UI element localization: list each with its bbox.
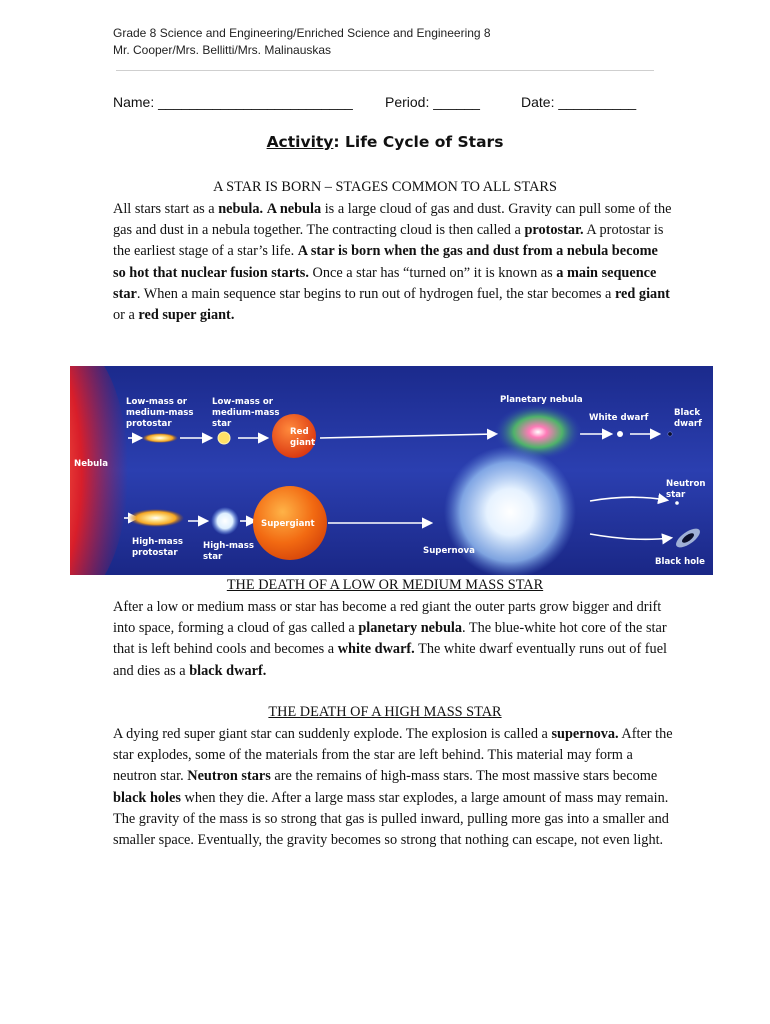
text-run: A dying red super giant star can suddenly explode. The explosion is called a (113, 726, 552, 742)
term-protostar: protostar. (524, 222, 584, 239)
term-red-giant: red giant (614, 285, 670, 302)
section-born-heading: A STAR IS BORN – STAGES COMMON TO ALL STARS (213, 179, 557, 195)
term-a-nebula: A nebula (266, 201, 322, 217)
label-red-giant-1: Red (290, 427, 309, 437)
section-low-mass-paragraph (113, 597, 673, 682)
white-dwarf (617, 431, 623, 437)
text-run: . The blue-white hot core of the star that is left behind cools and becomes a (113, 620, 667, 658)
label-low-star-1: Low-mass or (212, 397, 274, 407)
text-run: when they die. After a large mass star explodes, a large amount of mass may remain. The gravity of the mass is so strong that gas is pulled inward, pulling more gas into a smaller and smaller space. Eventually, the gravity becomes so strong that nothing can escape, not even light. (113, 789, 669, 849)
label-supergiant: Supergiant (261, 519, 315, 529)
period-field: Period: ______ (385, 94, 480, 110)
high-mass-protostar-disk (128, 509, 184, 527)
section-low-mass-heading: THE DEATH OF A LOW OR MEDIUM MASS STAR (226, 577, 544, 593)
section-high-mass-heading: THE DEATH OF A HIGH MASS STAR (268, 704, 502, 720)
text-run: The white dwarf eventually runs out of fuel and dies as a (113, 641, 668, 679)
term-red-super-giant: red super giant. (138, 307, 235, 324)
text-run: or a (113, 307, 139, 324)
term-nebula: nebula. (218, 201, 264, 217)
black-dwarf (668, 432, 672, 436)
label-high-star-1: High-mass (203, 541, 254, 551)
neutron-star (675, 501, 679, 505)
text-run: All stars start as a (113, 201, 219, 217)
label-neutron-star-1: Neutron (666, 479, 706, 489)
star-life-cycle-diagram (70, 366, 713, 575)
label-low-protostar-2: medium-mass (126, 408, 194, 418)
header-divider (116, 70, 654, 71)
label-black-dwarf-2: dwarf (674, 419, 702, 429)
text-run: is a large cloud of gas and dust. Gravity can pull some of the gas and dust in a nebula together. The contracting cloud is then called a (113, 201, 672, 239)
teachers-header: Mr. Cooper/Mrs. Bellitti/Mrs. Malinauskas (113, 43, 332, 57)
label-nebula: Nebula (74, 459, 109, 469)
label-black-hole: Black hole (655, 557, 705, 567)
label-supernova: Supernova (423, 546, 475, 556)
term-black-dwarf: black dwarf. (189, 662, 267, 679)
term-neutron-stars: Neutron stars (187, 768, 271, 785)
term-star-born: A star is born when the gas and dust from a nebula become so hot that nuclear fusion starts. (113, 243, 658, 281)
high-mass-star (211, 507, 239, 535)
course-header: Grade 8 Science and Engineering/Enriched Science and Engineering 8 (113, 26, 491, 40)
page-title (0, 133, 770, 151)
label-low-protostar-3: protostar (126, 419, 172, 429)
low-mass-protostar-disk (142, 433, 178, 443)
term-main-sequence: a main sequence star (113, 264, 657, 302)
term-white-dwarf: white dwarf. (337, 641, 415, 658)
title-rest: : Life Cycle of Stars (333, 133, 504, 151)
label-red-giant-2: giant (290, 438, 316, 448)
section-born-paragraph (113, 199, 673, 326)
label-neutron-star-2: star (666, 490, 686, 500)
name-field: Name: _________________________ (113, 94, 353, 110)
term-planetary-nebula: planetary nebula (358, 620, 463, 637)
label-white-dwarf: White dwarf (589, 413, 649, 423)
label-low-protostar-1: Low-mass or (126, 397, 188, 407)
term-supernova: supernova. (551, 726, 619, 742)
text-run: Once a star has “turned on” it is known as (308, 264, 557, 281)
text-run: After the star explodes, some of the materials from the star are left behind. This material may form a neutron star. (113, 726, 673, 785)
label-low-star-3: star (212, 419, 232, 429)
section-high-mass-paragraph (113, 724, 673, 851)
text-run: A protostar is the earliest stage of a star’s life. (113, 222, 664, 260)
text-run: . When a main sequence star begins to run out of hydrogen fuel, the star becomes a (136, 285, 615, 302)
label-high-star-2: star (203, 552, 223, 562)
text-run: are the remains of high-mass stars. The most massive stars become (270, 768, 658, 785)
label-high-protostar-2: protostar (132, 548, 178, 558)
date-field: Date: __________ (521, 94, 637, 110)
label-planetary-nebula: Planetary nebula (500, 395, 583, 405)
low-mass-star (218, 432, 230, 444)
label-low-star-2: medium-mass (212, 408, 280, 418)
label-black-dwarf-1: Black (674, 408, 701, 418)
label-high-protostar-1: High-mass (132, 537, 183, 547)
text-run: After a low or medium mass or star has become a red giant the outer parts grow bigger and drift into space, forming a cloud of gas called a (113, 599, 662, 637)
title-prefix: Activity (266, 133, 334, 151)
term-black-holes: black holes (113, 789, 181, 806)
